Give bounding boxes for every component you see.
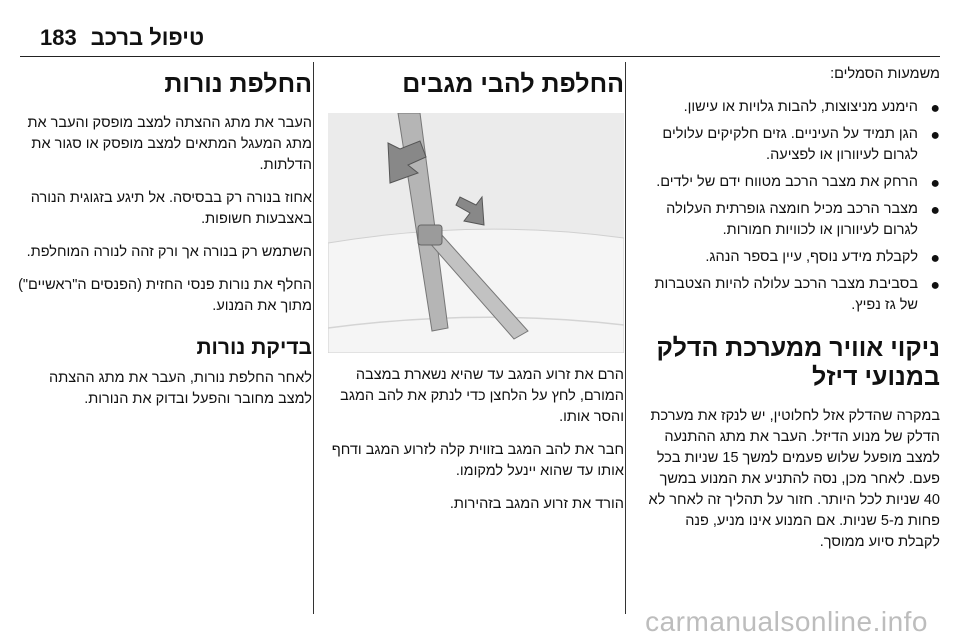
page-number: 183 <box>40 25 77 50</box>
bulb-replacement-heading: החלפת נורות <box>164 70 312 98</box>
symbol-item <box>640 124 940 166</box>
bulb-check-heading: בדיקת נורות <box>196 335 312 359</box>
bullet-icon: ● <box>930 202 940 220</box>
bullet-icon: ● <box>930 175 940 193</box>
symbols-and-diesel-column <box>640 64 940 565</box>
symbol-text: לקבלת מידע נוסף, עיין בספר הנהג. <box>705 249 918 266</box>
wiper-step-3: הורד את זרוע המגב בזהירות. <box>449 495 624 512</box>
symbol-item <box>640 199 940 241</box>
watermark: carmanualsonline.info <box>645 606 928 637</box>
diesel-bleed-heading: ניקוי אוויר ממערכת הדלק במנועי דיזל <box>656 334 940 391</box>
bullet-icon: ● <box>930 250 940 268</box>
bullet-icon: ● <box>930 277 940 295</box>
page-header <box>40 24 920 52</box>
diesel-bleed-body: במקרה שהדלק אזל לחלוטין, יש לנקז את מערכת הדלק של מנוע הדיזל. העבר את מתג ההתנעה למצב מופעל שלוש פעמים למשך 15 שניות בכל פעם. לאחר מכן, נסה להתניע את המנוע במשך 40 שניות לכל היותר. חזור על תהליך זה לאחר לא פחות מ-5 שניות. אם המנוע אינו מניע, פנה לקבלת סיוע ממוסך. <box>648 407 940 550</box>
symbols-intro: משמעות הסמלים: <box>830 66 940 82</box>
section-title: טיפול ברכב <box>90 25 205 50</box>
wiper-clip <box>418 225 442 245</box>
symbol-item <box>640 274 940 316</box>
bulb-step-3: השתמש רק בנורה אך ורק זהה לנורה המוחלפת. <box>26 243 312 260</box>
symbol-item <box>640 172 940 193</box>
bulb-step-4: החלף את נורות פנסי החזית (הפנסים ה"ראשיים") מתוך את המנוע. <box>18 276 312 314</box>
symbol-text: הרחק את מצבר הרכב מטווח ידם של ילדים. <box>656 174 918 191</box>
symbol-text: מצבר הרכב מכיל חומצה גופרתית העלולה לגרום לעיוורון או לכוויות חמורות. <box>666 201 918 239</box>
symbol-text: הימנע מניצוצות, להבות גלויות או עישון. <box>683 99 918 116</box>
column-divider-left <box>313 62 314 614</box>
bullet-icon: ● <box>930 127 940 145</box>
header-rule <box>20 56 940 57</box>
bulb-step-1: העבר את מתג ההצתה למצב מופסק והעבר את מתג המעגל המתאים למצב מופסק או סגור את הדלתות. <box>27 114 312 173</box>
bullet-icon: ● <box>930 100 940 118</box>
column-divider-right <box>625 62 626 614</box>
bulb-step-2: אחוז בנורה רק בבסיסה. אל תיגע בזגוגית הנורה באצבעות חשופות. <box>30 189 312 227</box>
wiper-step-1: הרם את זרוע המגב עד שהיא נשארת במצבה המורם, לחץ על הלחצן כדי לנתק את להב המגב והסר אותו. <box>340 366 624 425</box>
symbol-text: בסביבת מצבר הרכב עלולה להיות הצטברות של גז נפיץ. <box>654 276 918 314</box>
wiper-step-2: חבר את להב המגב בזווית קלה לזרוע המגב ודחף אותו עד שהוא יינעל למקומו. <box>331 441 624 479</box>
symbol-text: הגן תמיד על העיניים. גזים חלקיקים עלולים לגרום לעיוורון או לפציעה. <box>662 126 918 164</box>
symbol-item <box>640 247 940 268</box>
wiper-blade-illustration <box>328 113 624 353</box>
bulb-replacement-column <box>16 64 312 422</box>
symbol-item <box>640 97 940 118</box>
wiper-blade-column <box>328 64 624 527</box>
wiper-blade-heading: החלפת להבי מגבים <box>402 70 624 98</box>
symbols-list <box>640 97 940 316</box>
bulb-check-body: לאחר החלפת נורות, העבר את מתג ההצתה למצב מחובר והפעל ובדוק את הנורות. <box>49 370 312 408</box>
